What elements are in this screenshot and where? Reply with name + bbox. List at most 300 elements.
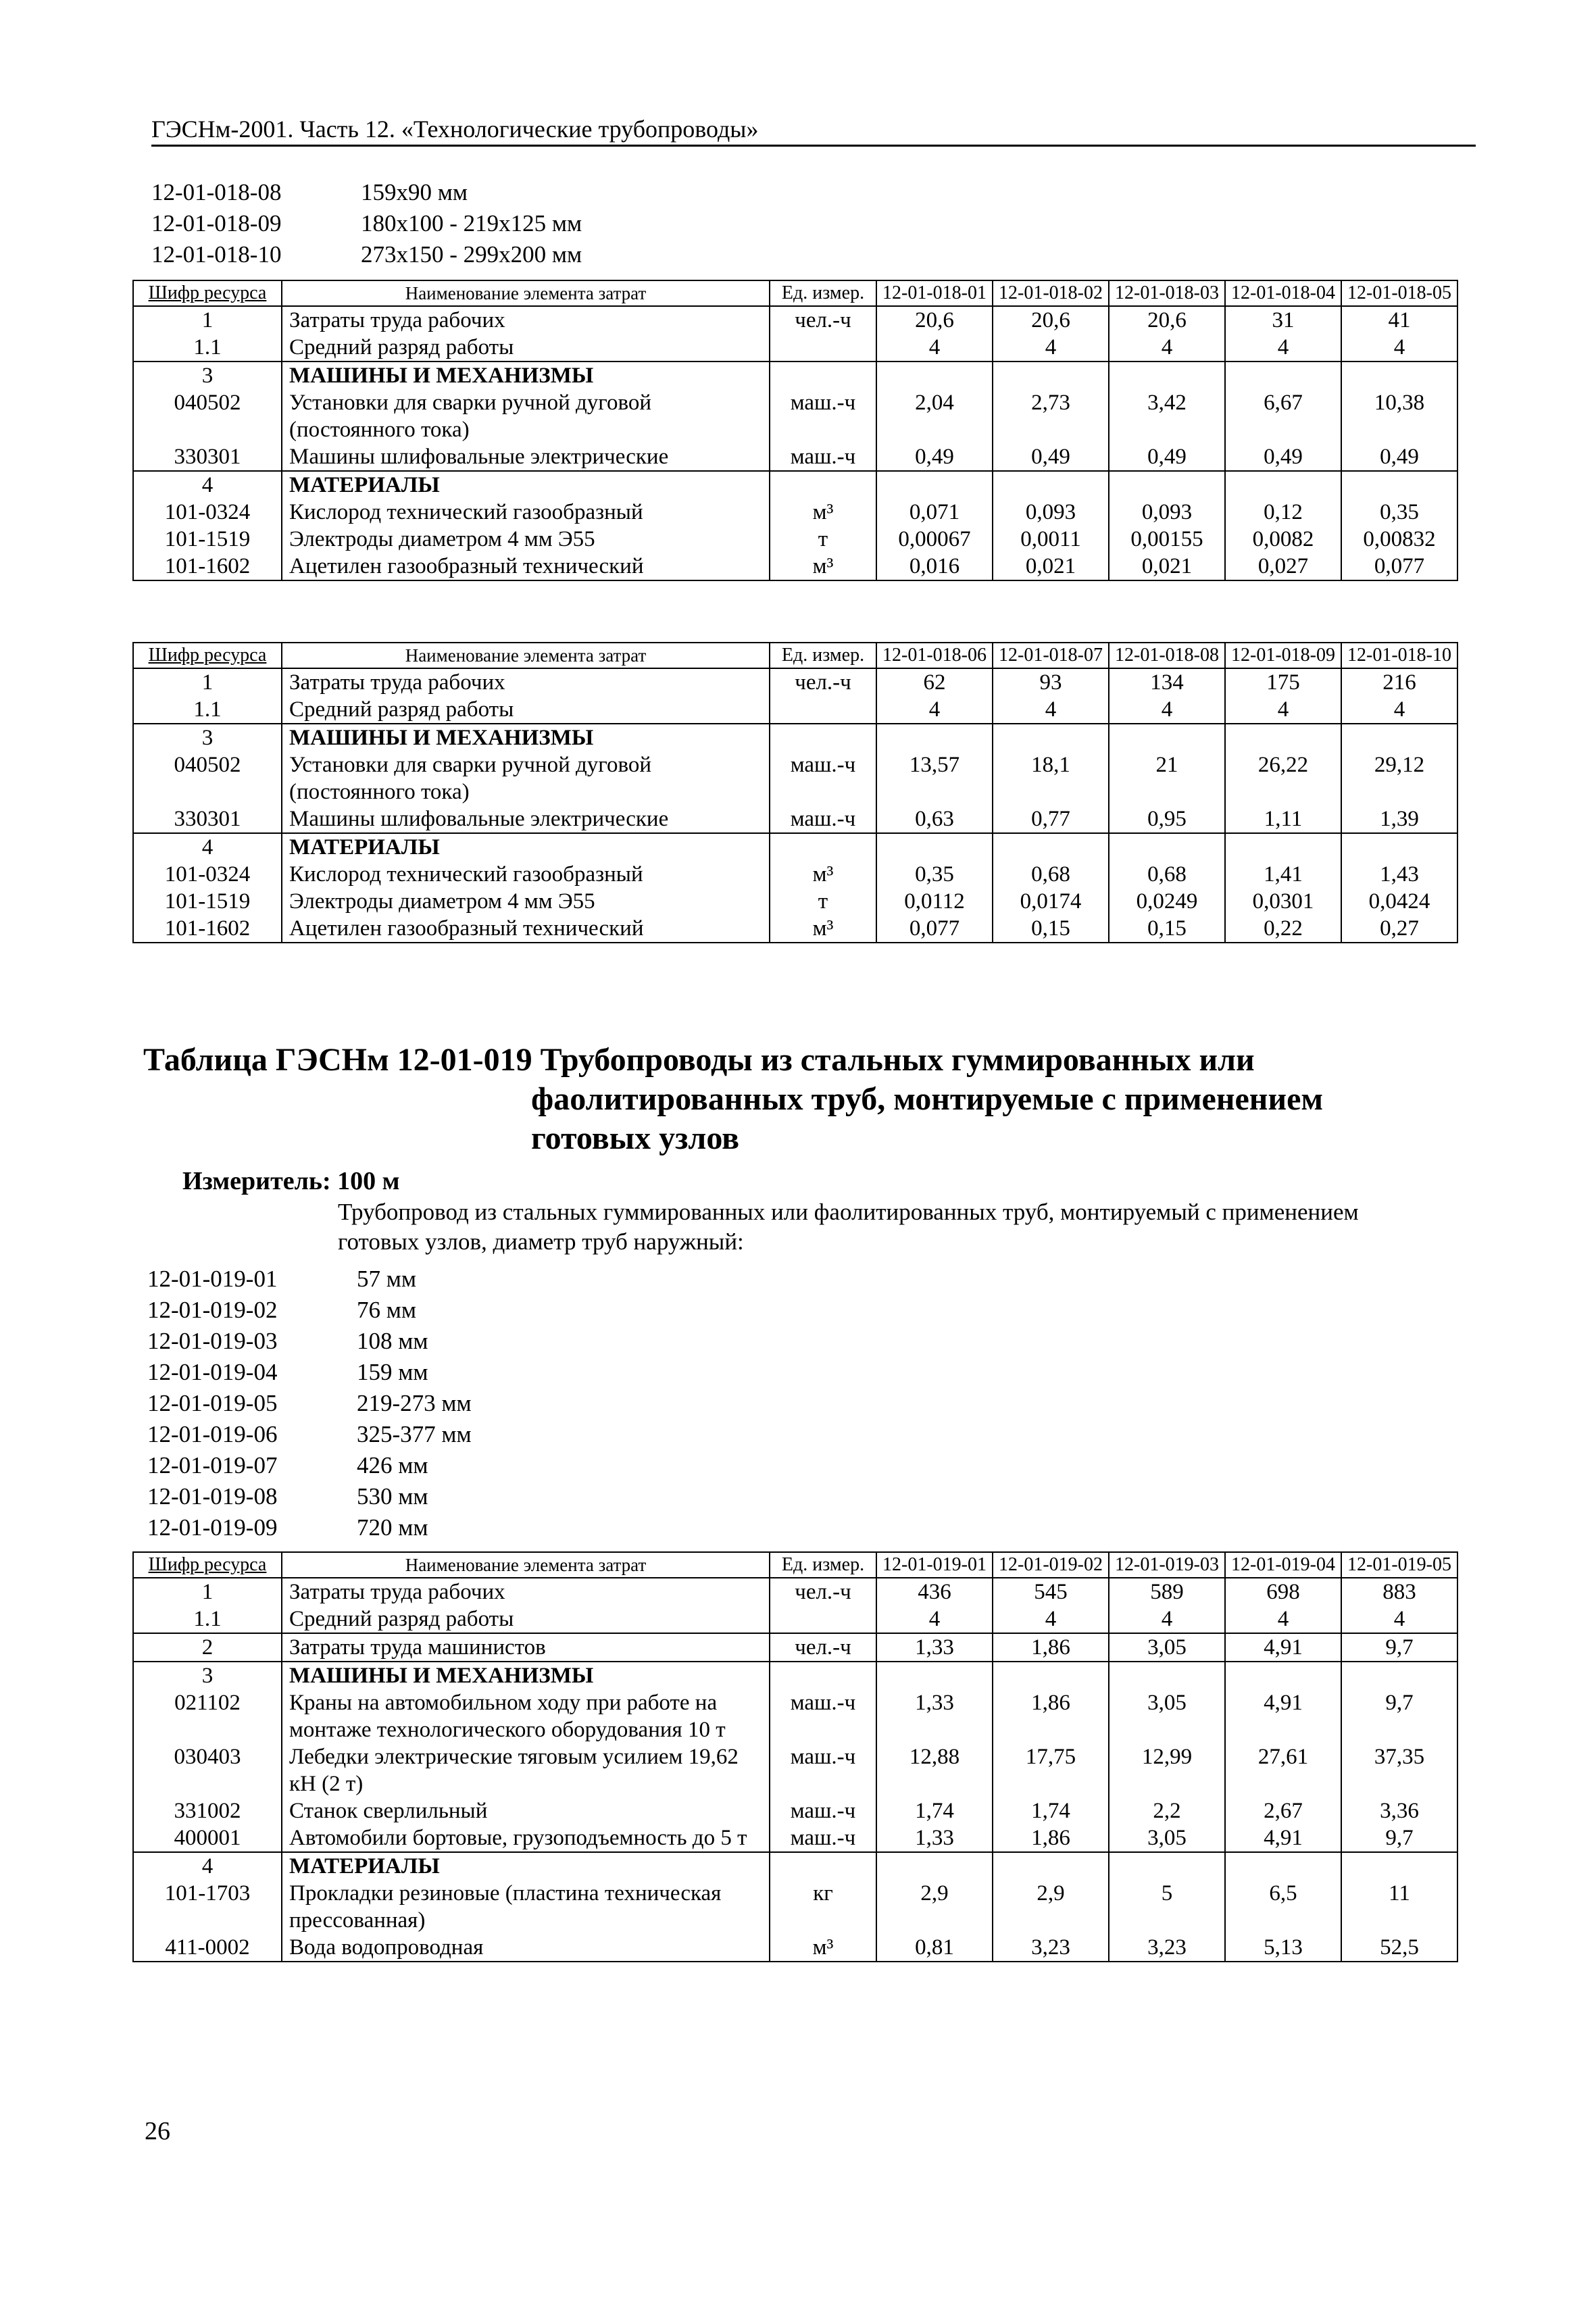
table-row [133, 668, 1457, 696]
value-cell: 6,67 [1225, 389, 1341, 443]
value-cell: 0,00155 [1109, 526, 1225, 553]
value-cell: 1,43 [1341, 861, 1457, 888]
norm-description: 720 мм [357, 1514, 428, 1541]
value-cell: 5 [1109, 1880, 1225, 1934]
header-cost-element: Наименование элемента затрат [282, 643, 770, 668]
header-norm-column: 12-01-019-01 [876, 1552, 993, 1578]
cost-element-name: Ацетилен газообразный технический [282, 553, 770, 580]
norm-description: 273х150 - 299х200 мм [361, 241, 582, 268]
norm-description: 159 мм [357, 1359, 428, 1385]
code-list-item [147, 1450, 472, 1481]
cost-element-name: Автомобили бортовые, грузоподъемность до 5 т [282, 1824, 770, 1852]
table-row [133, 1662, 1457, 1689]
table-row [133, 1633, 1457, 1662]
value-cell [993, 1852, 1109, 1880]
value-cell: 4 [1225, 334, 1341, 362]
value-cell [1225, 471, 1341, 499]
resource-code: 040502 [133, 751, 282, 805]
resource-code: 4 [133, 1852, 282, 1880]
value-cell: 3,42 [1109, 389, 1225, 443]
value-cell: 1,33 [876, 1633, 993, 1662]
value-cell: 4 [876, 696, 993, 724]
norm-code: 12-01-019-08 [147, 1483, 278, 1510]
value-cell: 1,11 [1225, 805, 1341, 833]
norm-description: 530 мм [357, 1483, 428, 1510]
value-cell: 1,86 [993, 1633, 1109, 1662]
table-row [133, 389, 1457, 443]
unit-cell [770, 1662, 876, 1689]
measure-unit: Измеритель: 100 м [182, 1167, 400, 1195]
table-row [133, 553, 1457, 580]
value-cell [1225, 833, 1341, 861]
table-row [133, 1743, 1457, 1797]
value-cell: 0,12 [1225, 499, 1341, 526]
value-cell: 0,021 [993, 553, 1109, 580]
value-cell [1225, 1662, 1341, 1689]
value-cell: 20,6 [1109, 306, 1225, 334]
header-norm-column: 12-01-018-07 [993, 643, 1109, 668]
value-cell [876, 1662, 993, 1689]
value-cell: 0,0249 [1109, 888, 1225, 915]
value-cell: 216 [1341, 668, 1457, 696]
norm-description: 180х100 - 219х125 мм [361, 210, 582, 237]
value-cell: 2,73 [993, 389, 1109, 443]
value-cell [1109, 471, 1225, 499]
table-row [133, 915, 1457, 943]
value-cell: 0,093 [993, 499, 1109, 526]
norm-description: 57 мм [357, 1266, 417, 1292]
norm-description: 76 мм [357, 1297, 417, 1323]
unit-cell [770, 362, 876, 389]
unit-cell [770, 1605, 876, 1633]
resource-code: 4 [133, 833, 282, 861]
value-cell: 52,5 [1341, 1934, 1457, 1962]
cost-element-name: Электроды диаметром 4 мм Э55 [282, 526, 770, 553]
resource-code: 030403 [133, 1743, 282, 1797]
value-cell: 4 [1225, 1605, 1341, 1633]
header-norm-column: 12-01-018-06 [876, 643, 993, 668]
value-cell: 9,7 [1341, 1689, 1457, 1743]
resource-code: 1.1 [133, 1605, 282, 1633]
unit-cell: т [770, 888, 876, 915]
unit-cell: маш.-ч [770, 389, 876, 443]
code-list-top [151, 177, 582, 270]
value-cell [1109, 1662, 1225, 1689]
resource-code: 331002 [133, 1797, 282, 1824]
value-cell: 0,0424 [1341, 888, 1457, 915]
unit-cell [770, 696, 876, 724]
value-cell: 175 [1225, 668, 1341, 696]
table-row [133, 306, 1457, 334]
value-cell: 4,91 [1225, 1689, 1341, 1743]
resource-code: 330301 [133, 443, 282, 471]
table-row [133, 724, 1457, 751]
table-row [133, 471, 1457, 499]
section-title-line3: готовых узлов [531, 1120, 740, 1156]
value-cell: 545 [993, 1578, 1109, 1605]
value-cell: 0,81 [876, 1934, 993, 1962]
unit-cell: маш.-ч [770, 1743, 876, 1797]
cost-element-name: Затраты труда рабочих [282, 668, 770, 696]
value-cell: 2,9 [876, 1880, 993, 1934]
value-cell: 26,22 [1225, 751, 1341, 805]
unit-cell: м³ [770, 915, 876, 943]
value-cell: 0,68 [993, 861, 1109, 888]
value-cell: 0,63 [876, 805, 993, 833]
value-cell: 436 [876, 1578, 993, 1605]
norm-description: 108 мм [357, 1328, 428, 1354]
value-cell: 11 [1341, 1880, 1457, 1934]
unit-cell: м³ [770, 1934, 876, 1962]
cost-element-name: Машины шлифовальные электрические [282, 443, 770, 471]
norm-code: 12-01-018-08 [151, 179, 282, 205]
value-cell: 4 [1341, 334, 1457, 362]
value-cell: 4 [1109, 1605, 1225, 1633]
value-cell: 0,0011 [993, 526, 1109, 553]
resource-code: 040502 [133, 389, 282, 443]
value-cell: 13,57 [876, 751, 993, 805]
unit-cell: маш.-ч [770, 443, 876, 471]
value-cell: 0,077 [876, 915, 993, 943]
table-row [133, 1797, 1457, 1824]
cost-element-name: МАТЕРИАЛЫ [282, 833, 770, 861]
unit-cell [770, 334, 876, 362]
cost-element-name: Средний разряд работы [282, 1605, 770, 1633]
norm-description: 325-377 мм [357, 1421, 472, 1447]
cost-element-name: Кислород технический газообразный [282, 499, 770, 526]
code-list-item [151, 208, 582, 239]
table-row [133, 805, 1457, 833]
value-cell [1109, 1852, 1225, 1880]
norm-code: 12-01-019-02 [147, 1297, 278, 1323]
header-norm-column: 12-01-018-08 [1109, 643, 1225, 668]
value-cell: 93 [993, 668, 1109, 696]
header-norm-column: 12-01-018-09 [1225, 643, 1341, 668]
value-cell [993, 471, 1109, 499]
table-row [133, 1880, 1457, 1934]
unit-cell [770, 471, 876, 499]
cost-element-name: Затраты труда рабочих [282, 1578, 770, 1605]
value-cell: 0,0112 [876, 888, 993, 915]
value-cell: 2,04 [876, 389, 993, 443]
norm-code: 12-01-019-05 [147, 1390, 278, 1416]
value-cell [1109, 362, 1225, 389]
cost-table-018-06-10 [132, 642, 1458, 943]
unit-cell: маш.-ч [770, 1797, 876, 1824]
cost-element-name: Средний разряд работы [282, 334, 770, 362]
unit-cell [770, 724, 876, 751]
value-cell [1225, 724, 1341, 751]
value-cell [1225, 1852, 1341, 1880]
value-cell [1225, 362, 1341, 389]
norm-code: 12-01-019-09 [147, 1514, 278, 1541]
header-unit: Ед. измер. [770, 1552, 876, 1578]
unit-cell: чел.-ч [770, 668, 876, 696]
table-row [133, 751, 1457, 805]
norm-code: 12-01-018-09 [151, 210, 282, 237]
resource-code: 1.1 [133, 334, 282, 362]
value-cell: 10,38 [1341, 389, 1457, 443]
unit-cell: м³ [770, 499, 876, 526]
value-cell [876, 724, 993, 751]
value-cell [993, 833, 1109, 861]
cost-element-name: МАШИНЫ И МЕХАНИЗМЫ [282, 1662, 770, 1689]
resource-code: 1.1 [133, 696, 282, 724]
section-description: Трубопровод из стальных гуммированных или фаолитированных труб, монтируемый с применением готовых узлов, диаметр труб наружный: [338, 1199, 1359, 1255]
value-cell: 18,1 [993, 751, 1109, 805]
table-row [133, 1578, 1457, 1605]
unit-cell [770, 833, 876, 861]
value-cell: 9,7 [1341, 1633, 1457, 1662]
resource-code: 3 [133, 724, 282, 751]
value-cell: 4 [1225, 696, 1341, 724]
header-norm-column: 12-01-018-02 [993, 280, 1109, 306]
value-cell: 0,0082 [1225, 526, 1341, 553]
value-cell: 4,91 [1225, 1824, 1341, 1852]
cost-element-name: Кислород технический газообразный [282, 861, 770, 888]
cost-element-name: МАТЕРИАЛЫ [282, 1852, 770, 1880]
value-cell: 0,00832 [1341, 526, 1457, 553]
value-cell: 37,35 [1341, 1743, 1457, 1797]
table-row [133, 833, 1457, 861]
value-cell [1341, 362, 1457, 389]
value-cell [1341, 724, 1457, 751]
value-cell: 589 [1109, 1578, 1225, 1605]
resource-code: 101-1602 [133, 553, 282, 580]
cost-table-019 [132, 1551, 1458, 1962]
norm-description: 219-273 мм [357, 1390, 472, 1416]
value-cell: 27,61 [1225, 1743, 1341, 1797]
value-cell: 9,7 [1341, 1824, 1457, 1852]
resource-code: 3 [133, 1662, 282, 1689]
value-cell [876, 833, 993, 861]
norm-description: 426 мм [357, 1452, 428, 1478]
table-row [133, 443, 1457, 471]
cost-element-name: Установки для сварки ручной дуговой (постоянного тока) [282, 751, 770, 805]
value-cell: 3,36 [1341, 1797, 1457, 1824]
value-cell: 1,86 [993, 1689, 1109, 1743]
value-cell: 883 [1341, 1578, 1457, 1605]
unit-cell [770, 1852, 876, 1880]
table-row [133, 334, 1457, 362]
table-row [133, 1824, 1457, 1852]
resource-code: 330301 [133, 805, 282, 833]
value-cell: 12,88 [876, 1743, 993, 1797]
section-title-line2: фаолитированных труб, монтируемые с применением [531, 1081, 1324, 1117]
norm-code: 12-01-019-07 [147, 1452, 278, 1478]
value-cell [993, 362, 1109, 389]
code-list-item [147, 1481, 472, 1512]
value-cell: 4 [993, 1605, 1109, 1633]
value-cell: 0,49 [1225, 443, 1341, 471]
value-cell: 12,99 [1109, 1743, 1225, 1797]
norm-code: 12-01-019-03 [147, 1328, 278, 1354]
cost-element-name: МАТЕРИАЛЫ [282, 471, 770, 499]
value-cell: 41 [1341, 306, 1457, 334]
code-list-item [147, 1295, 472, 1326]
value-cell: 0,27 [1341, 915, 1457, 943]
code-list-item [151, 239, 582, 270]
resource-code: 101-0324 [133, 499, 282, 526]
resource-code: 101-1703 [133, 1880, 282, 1934]
value-cell [1341, 1662, 1457, 1689]
value-cell [1109, 724, 1225, 751]
code-list-item [147, 1419, 472, 1450]
value-cell: 0,093 [1109, 499, 1225, 526]
resource-code: 3 [133, 362, 282, 389]
unit-cell: маш.-ч [770, 1824, 876, 1852]
value-cell: 0,0174 [993, 888, 1109, 915]
code-list-item [147, 1357, 472, 1388]
value-cell: 3,05 [1109, 1824, 1225, 1852]
value-cell: 0,021 [1109, 553, 1225, 580]
header-norm-column: 12-01-019-05 [1341, 1552, 1457, 1578]
resource-code: 1 [133, 668, 282, 696]
header-norm-column: 12-01-018-10 [1341, 643, 1457, 668]
value-cell: 1,86 [993, 1824, 1109, 1852]
norm-code: 12-01-019-01 [147, 1266, 278, 1292]
value-cell: 134 [1109, 668, 1225, 696]
value-cell: 0,027 [1225, 553, 1341, 580]
header-resource-code: Шифр ресурса [133, 643, 282, 668]
resource-code: 411-0002 [133, 1934, 282, 1962]
value-cell: 21 [1109, 751, 1225, 805]
value-cell: 4 [876, 1605, 993, 1633]
table-row [133, 526, 1457, 553]
code-list-item [147, 1326, 472, 1357]
value-cell [1341, 471, 1457, 499]
header-cost-element: Наименование элемента затрат [282, 1552, 770, 1578]
value-cell: 1,33 [876, 1689, 993, 1743]
cost-element-name: Ацетилен газообразный технический [282, 915, 770, 943]
table-row [133, 1605, 1457, 1633]
resource-code: 101-1519 [133, 888, 282, 915]
value-cell: 3,05 [1109, 1689, 1225, 1743]
unit-cell: чел.-ч [770, 1633, 876, 1662]
value-cell: 0,00067 [876, 526, 993, 553]
header-norm-column: 12-01-018-01 [876, 280, 993, 306]
cost-element-name: Краны на автомобильном ходу при работе на монтаже технологического оборудования 10 т [282, 1689, 770, 1743]
value-cell [876, 362, 993, 389]
value-cell: 2,9 [993, 1880, 1109, 1934]
header-norm-column: 12-01-018-05 [1341, 280, 1457, 306]
value-cell: 20,6 [993, 306, 1109, 334]
page-header: ГЭСНм-2001. Часть 12. «Технологические трубопроводы» [151, 115, 1476, 147]
value-cell: 0,49 [993, 443, 1109, 471]
cost-element-name: Средний разряд работы [282, 696, 770, 724]
value-cell: 5,13 [1225, 1934, 1341, 1962]
section-title [143, 1041, 1468, 1158]
table-row [133, 1934, 1457, 1962]
value-cell: 3,05 [1109, 1633, 1225, 1662]
value-cell: 62 [876, 668, 993, 696]
code-list-item [147, 1264, 472, 1295]
value-cell: 29,12 [1341, 751, 1457, 805]
unit-cell: м³ [770, 861, 876, 888]
header-norm-column: 12-01-019-03 [1109, 1552, 1225, 1578]
cost-element-name: Установки для сварки ручной дуговой (постоянного тока) [282, 389, 770, 443]
resource-code: 101-1602 [133, 915, 282, 943]
section-title-line1: Таблица ГЭСНм 12-01-019 Трубопроводы из стальных гуммированных или [143, 1042, 1255, 1078]
value-cell: 3,23 [1109, 1934, 1225, 1962]
value-cell: 31 [1225, 306, 1341, 334]
value-cell: 6,5 [1225, 1880, 1341, 1934]
table-row [133, 1689, 1457, 1743]
value-cell: 698 [1225, 1578, 1341, 1605]
value-cell: 1,39 [1341, 805, 1457, 833]
norm-code: 12-01-018-10 [151, 241, 282, 268]
value-cell: 4 [993, 696, 1109, 724]
value-cell: 3,23 [993, 1934, 1109, 1962]
code-list-item [147, 1388, 472, 1419]
value-cell: 0,077 [1341, 553, 1457, 580]
header-unit: Ед. измер. [770, 280, 876, 306]
unit-cell: кг [770, 1880, 876, 1934]
resource-code: 101-0324 [133, 861, 282, 888]
value-cell: 1,74 [876, 1797, 993, 1824]
unit-cell: чел.-ч [770, 1578, 876, 1605]
norm-description: 159х90 мм [361, 179, 468, 205]
value-cell [1341, 1852, 1457, 1880]
cost-element-name: МАШИНЫ И МЕХАНИЗМЫ [282, 724, 770, 751]
value-cell: 0,071 [876, 499, 993, 526]
value-cell: 17,75 [993, 1743, 1109, 1797]
value-cell: 0,68 [1109, 861, 1225, 888]
unit-cell: маш.-ч [770, 751, 876, 805]
value-cell [876, 1852, 993, 1880]
value-cell: 0,15 [993, 915, 1109, 943]
table-row [133, 696, 1457, 724]
value-cell: 4 [993, 334, 1109, 362]
value-cell: 2,2 [1109, 1797, 1225, 1824]
cost-element-name: Затраты труда машинистов [282, 1633, 770, 1662]
table-row [133, 861, 1457, 888]
value-cell: 0,35 [1341, 499, 1457, 526]
unit-cell: маш.-ч [770, 805, 876, 833]
value-cell: 0,016 [876, 553, 993, 580]
unit-cell: м³ [770, 553, 876, 580]
cost-element-name: Лебедки электрические тяговым усилием 19,62 кН (2 т) [282, 1743, 770, 1797]
header-resource-code: Шифр ресурса [133, 1552, 282, 1578]
table-row [133, 499, 1457, 526]
unit-cell: т [770, 526, 876, 553]
value-cell: 2,67 [1225, 1797, 1341, 1824]
cost-element-name: Прокладки резиновые (пластина техническая прессованная) [282, 1880, 770, 1934]
resource-code: 1 [133, 1578, 282, 1605]
cost-element-name: МАШИНЫ И МЕХАНИЗМЫ [282, 362, 770, 389]
unit-cell: чел.-ч [770, 306, 876, 334]
cost-table-018-01-05 [132, 280, 1458, 581]
resource-code: 1 [133, 306, 282, 334]
header-norm-column: 12-01-018-04 [1225, 280, 1341, 306]
value-cell: 4 [876, 334, 993, 362]
value-cell [993, 1662, 1109, 1689]
value-cell: 0,77 [993, 805, 1109, 833]
cost-element-name: Вода водопроводная [282, 1934, 770, 1962]
table-row [133, 362, 1457, 389]
page-number: 26 [145, 2117, 170, 2145]
value-cell: 4 [1341, 1605, 1457, 1633]
value-cell: 0,0301 [1225, 888, 1341, 915]
code-list-item [151, 177, 582, 208]
value-cell: 1,33 [876, 1824, 993, 1852]
header-norm-column: 12-01-018-03 [1109, 280, 1225, 306]
value-cell: 1,41 [1225, 861, 1341, 888]
value-cell: 4 [1341, 696, 1457, 724]
table-row [133, 1852, 1457, 1880]
table-row [133, 888, 1457, 915]
resource-code: 4 [133, 471, 282, 499]
